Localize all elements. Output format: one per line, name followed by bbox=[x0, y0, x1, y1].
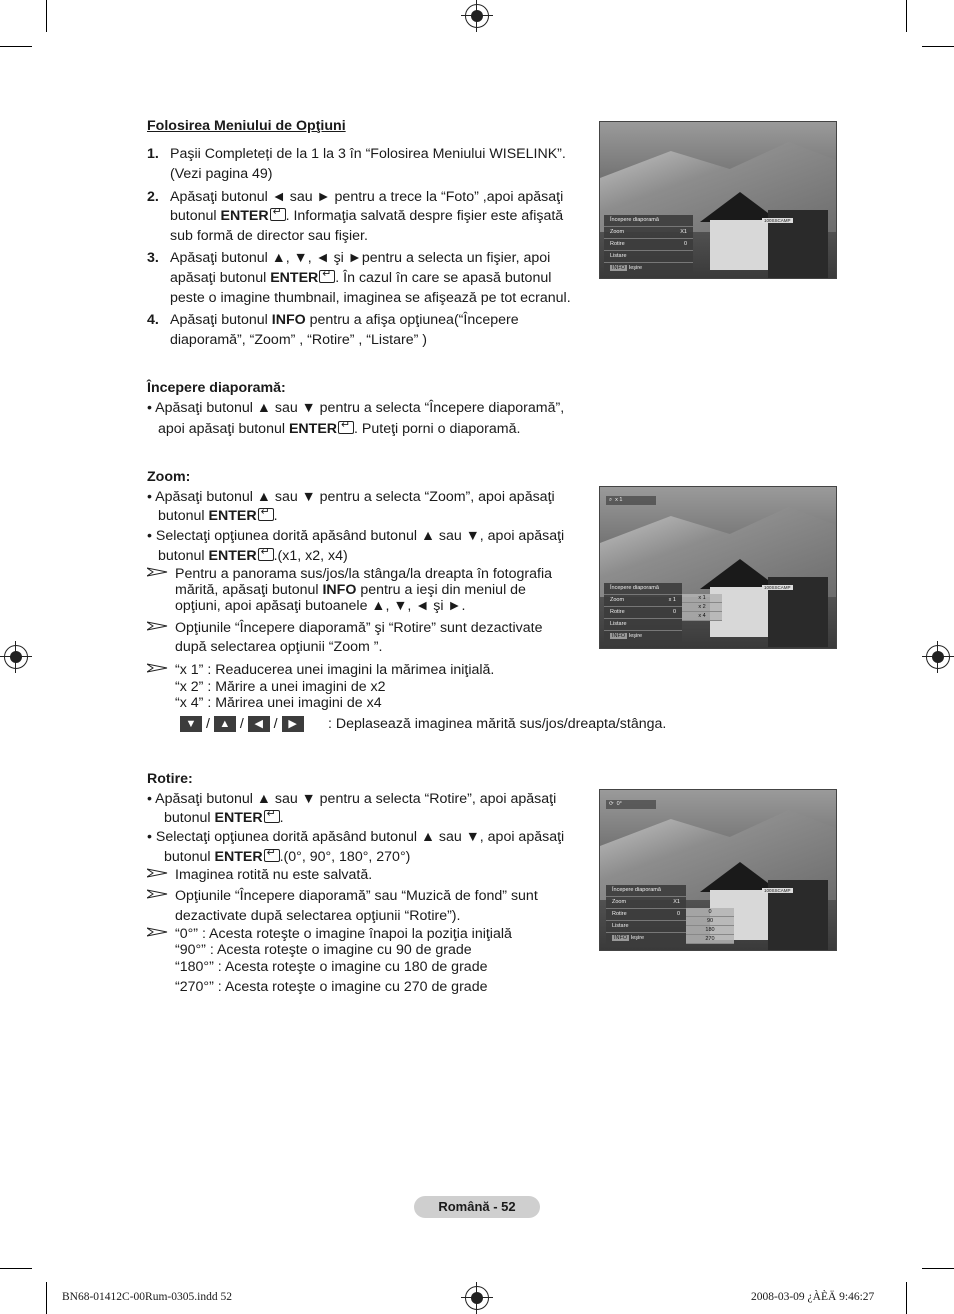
options-menu bbox=[604, 215, 693, 274]
bullet-text: • Apăsaţi butonul ▲ sau ▼ pentru a selecta “Rotire”, apoi apăsaţi bbox=[147, 791, 557, 807]
crop-mark bbox=[0, 46, 32, 47]
enter-icon bbox=[270, 208, 286, 221]
menu-item-slideshow[interactable]: Începere diaporamă bbox=[604, 215, 693, 227]
slash: / bbox=[273, 716, 278, 732]
crop-mark bbox=[922, 1268, 954, 1269]
file-info: BN68-01412C-00Rum-0305.indd 52 bbox=[62, 1291, 232, 1303]
bullet-text: • Apăsaţi butonul ▲ sau ▼ pentru a selecta “Începere diaporamă”, bbox=[147, 400, 565, 416]
enter-icon bbox=[258, 508, 274, 521]
down-arrow-icon: ▼ bbox=[180, 716, 202, 732]
menu-item-list[interactable]: Listare bbox=[604, 619, 682, 631]
registration-mark-icon bbox=[465, 1286, 489, 1310]
page-number-badge: Română - 52 bbox=[414, 1196, 540, 1218]
menu-footer: INFO Ieşire bbox=[612, 265, 643, 271]
folder-tag: 100SSCAMP bbox=[764, 218, 791, 223]
zoom-option[interactable]: x 4 bbox=[682, 612, 722, 621]
bullet-text: • Selectaţi opţiunea dorită apăsând butonul ▲ sau ▼, apoi apăsaţi bbox=[147, 829, 565, 845]
note-arrow-icon bbox=[147, 889, 169, 899]
rotate-option[interactable]: 0 bbox=[686, 908, 734, 917]
section-title-rotate: Rotire: bbox=[147, 771, 193, 787]
note-text: Opţiunile “Începere diaporamă” şi “Rotire” sunt dezactivate bbox=[175, 620, 543, 636]
info-button-label[interactable]: INFO bbox=[612, 265, 626, 271]
note-text: Imaginea rotită nu este salvată. bbox=[175, 867, 373, 883]
folder-tag: 100SSCAMP bbox=[764, 888, 791, 893]
enter-icon bbox=[319, 270, 335, 283]
step-number: 1. bbox=[147, 146, 159, 162]
left-arrow-icon: ◀ bbox=[248, 716, 270, 732]
enter-icon bbox=[264, 849, 280, 862]
note-text: “x 4” : Mărirea unei imagini de x4 bbox=[175, 695, 382, 711]
enter-icon bbox=[338, 421, 354, 434]
crop-mark bbox=[906, 0, 907, 32]
note-text: “90°” : Acesta roteşte o imagine cu 90 de grade bbox=[175, 942, 472, 958]
note-arrow-icon bbox=[147, 927, 169, 937]
menu-item-rotate[interactable]: Rotire 0 bbox=[604, 607, 682, 619]
menu-item-zoom[interactable]: Zoom x 1 bbox=[604, 595, 682, 607]
note-text: opţiuni, apoi apăsaţi butoanele ▲, ▼, ◄ şi ►. bbox=[175, 598, 466, 614]
bullet-text: butonul ENTER↵ .(0°, 90°, 180°, 270°) bbox=[164, 849, 410, 865]
note-text: “0°” : Acesta roteşte o imagine înapoi la poziţia iniţială bbox=[175, 926, 512, 942]
registration-mark-icon bbox=[465, 4, 489, 28]
menu-item-slideshow[interactable]: Începere diaporamă bbox=[606, 885, 686, 897]
zoom-indicator: ⌕ x 1 bbox=[606, 496, 656, 505]
step-number: 4. bbox=[147, 312, 159, 328]
step-text: (Vezi pagina 49) bbox=[170, 166, 273, 182]
tv-screen-options bbox=[599, 121, 837, 279]
menu-item-zoom[interactable]: Zoom X1 bbox=[604, 227, 693, 239]
section-title-zoom: Zoom: bbox=[147, 469, 191, 485]
step-text: Apăsaţi butonul ▲, ▼, ◄ şi ►pentru a selecta un fişier, apoi bbox=[170, 250, 551, 266]
print-date: 2008-03-09 ¿ÀÈÄ 9:46:27 bbox=[751, 1291, 875, 1303]
step-text: diaporamă”, “Zoom” , “Rotire” , “Listare” ) bbox=[170, 332, 428, 348]
note-text: Opţiunile “Începere diaporamă” sau “Muzică de fond” sunt bbox=[175, 888, 538, 904]
crop-mark bbox=[906, 1282, 907, 1314]
pan-description: : Deplasează imaginea mărită sus/jos/dreapta/stânga. bbox=[328, 716, 667, 732]
bullet-text: • Selectaţi opţiunea dorită apăsând butonul ▲ sau ▼, apoi apăsaţi bbox=[147, 528, 565, 544]
note-text: “x 1” : Readucerea unei imagini la mărimea iniţială. bbox=[175, 662, 495, 678]
menu-item-rotate[interactable]: Rotire 0 bbox=[604, 239, 693, 251]
zoom-option[interactable]: x 1 bbox=[682, 594, 722, 603]
menu-footer: INFO Ieşire bbox=[614, 935, 645, 941]
note-arrow-icon bbox=[147, 621, 169, 631]
menu-item-rotate[interactable]: Rotire 0 bbox=[606, 909, 686, 921]
enter-icon bbox=[264, 810, 280, 823]
zoom-icon: ⌕ bbox=[609, 497, 613, 503]
menu-item-slideshow[interactable]: Începere diaporamă bbox=[604, 583, 682, 595]
folder-tag: 100SSCAMP bbox=[764, 585, 791, 590]
zoom-submenu bbox=[682, 594, 722, 621]
note-text: “x 2” : Mărire a unei imagini de x2 bbox=[175, 679, 386, 695]
info-button-label[interactable]: INFO bbox=[614, 935, 628, 941]
rotate-option[interactable]: 90 bbox=[686, 917, 734, 926]
step-text: Apăsaţi butonul ◄ sau ► pentru a trece la “Foto” ,apoi apăsaţi bbox=[170, 189, 564, 205]
crop-mark bbox=[46, 1282, 47, 1314]
options-menu bbox=[604, 583, 682, 642]
registration-mark-icon bbox=[4, 645, 28, 669]
info-button-label[interactable]: INFO bbox=[612, 633, 626, 639]
note-text: mărită, apăsaţi butonul INFO pentru a ieşi din meniul de bbox=[175, 582, 526, 598]
bullet-text: butonul ENTER↵ . bbox=[164, 810, 284, 826]
rotate-option[interactable]: 180 bbox=[686, 926, 734, 935]
step-number: 2. bbox=[147, 189, 159, 205]
enter-icon bbox=[258, 548, 274, 561]
tv-screen-zoom bbox=[599, 486, 837, 649]
menu-footer: INFO Ieşire bbox=[612, 633, 643, 639]
rotate-option[interactable]: 270 bbox=[686, 935, 734, 944]
menu-item-zoom[interactable]: Zoom X1 bbox=[606, 897, 686, 909]
note-text: dezactivate după selectarea opţiunii “Rotire”). bbox=[175, 908, 461, 924]
step-text: sub formă de director sau fişier. bbox=[170, 228, 368, 244]
bullet-text: apoi apăsaţi butonul ENTER↵ . Puteţi porni o diaporamă. bbox=[158, 421, 520, 437]
step-text: butonul ENTER↵ . Informaţia salvată despre fişier este afişată bbox=[170, 208, 563, 224]
note-text: “270°” : Acesta roteşte o imagine cu 270 de grade bbox=[175, 979, 488, 995]
crop-mark bbox=[46, 0, 47, 32]
options-menu bbox=[606, 885, 686, 944]
tv-screen-rotate bbox=[599, 789, 837, 951]
slash: / bbox=[205, 716, 210, 732]
right-arrow-icon: ▶ bbox=[282, 716, 304, 732]
note-text: Pentru a panorama sus/jos/la stânga/la dreapta în fotografia bbox=[175, 566, 552, 582]
rotate-icon: ⟳ bbox=[609, 801, 614, 807]
step-text: peste o imagine thumbnail, imaginea se afişează pe tot ecranul. bbox=[170, 290, 571, 306]
bullet-text: butonul ENTER↵ .(x1, x2, x4) bbox=[158, 548, 348, 564]
crop-mark bbox=[0, 1268, 32, 1269]
menu-item-list[interactable]: Listare bbox=[606, 921, 686, 933]
step-text: Paşii Completeți de la 1 la 3 în “Folosirea Meniului WISELINK”. bbox=[170, 146, 566, 162]
section-title-options: Folosirea Meniului de Opţiuni bbox=[147, 118, 346, 134]
crop-mark bbox=[922, 46, 954, 47]
slash: / bbox=[239, 716, 244, 732]
rotate-indicator: ⟳ 0° bbox=[606, 800, 656, 809]
note-arrow-icon bbox=[147, 663, 169, 673]
note-text: “180°” : Acesta roteşte o imagine cu 180 de grade bbox=[175, 959, 488, 975]
note-arrow-icon bbox=[147, 868, 169, 878]
step-text: Apăsaţi butonul INFO pentru a afişa opţiunea(“Începere bbox=[170, 312, 519, 328]
section-title-slideshow: Începere diaporamă: bbox=[147, 380, 286, 396]
bullet-text: butonul ENTER↵ . bbox=[158, 508, 278, 524]
zoom-option[interactable]: x 2 bbox=[682, 603, 722, 612]
step-text: apăsaţi butonul ENTER↵ . În cazul în care se apasă butonul bbox=[170, 270, 551, 286]
registration-mark-icon bbox=[926, 645, 950, 669]
bullet-text: • Apăsaţi butonul ▲ sau ▼ pentru a selecta “Zoom”, apoi apăsaţi bbox=[147, 489, 555, 505]
up-arrow-icon: ▲ bbox=[214, 716, 236, 732]
step-number: 3. bbox=[147, 250, 159, 266]
note-text: după selectarea opţiunii “Zoom ”. bbox=[175, 639, 383, 655]
note-arrow-icon bbox=[147, 567, 169, 577]
pan-buttons-row bbox=[180, 716, 304, 732]
menu-item-list[interactable]: Listare bbox=[604, 251, 693, 263]
rotate-submenu bbox=[686, 908, 734, 944]
